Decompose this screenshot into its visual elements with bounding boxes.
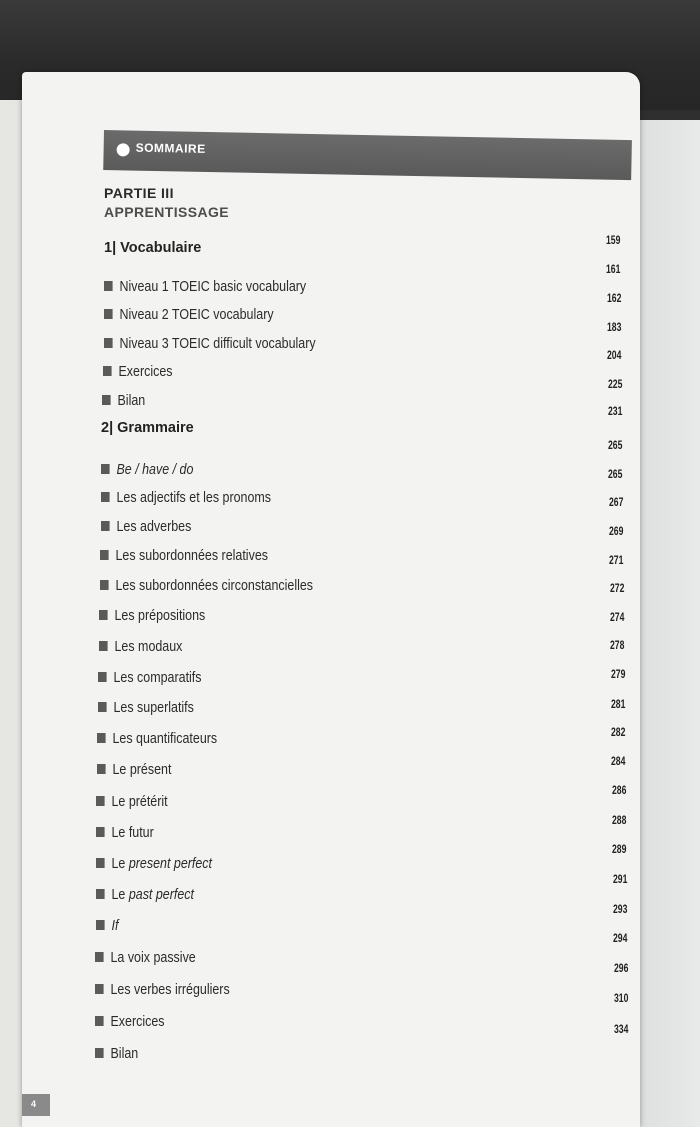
page-number: 162 [607,291,622,305]
square-bullet-icon [103,366,112,376]
square-bullet-icon [100,550,109,560]
entry-label: Les subordonnées circonstancielles [115,578,314,594]
page-number: 294 [613,931,628,945]
toc-entry[interactable] [104,336,316,352]
part-number: PARTIE III [104,185,174,201]
entry-label: Niveau 2 TOEIC vocabulary [119,307,274,323]
toc-entry[interactable] [97,762,171,778]
toc-entry[interactable] [96,856,212,872]
square-bullet-icon [95,1016,104,1026]
page-number: 159 [606,233,621,247]
page-number: 265 [608,438,623,452]
entry-label: Le [111,887,129,903]
chapter-title: 2| Grammaire [101,420,194,436]
page-number: 310 [614,991,629,1005]
toc-entry[interactable] [104,279,306,295]
folio-badge [22,1094,50,1116]
square-bullet-icon [96,796,105,806]
entry-label: Les subordonnées relatives [115,548,268,564]
entry-label: Niveau 1 TOEIC basic vocabulary [119,279,307,295]
entry-label-italic: present perfect [128,856,213,872]
part-name: APPRENTISSAGE [104,204,229,220]
toc-entry[interactable] [102,393,145,409]
entry-label: La voix passive [110,950,196,966]
square-bullet-icon [99,610,108,620]
toc-entry[interactable] [104,307,274,323]
entry-label: Les adverbes [116,519,192,535]
page-number: 183 [607,320,622,334]
entry-label: Les superlatifs [113,700,194,716]
square-bullet-icon [97,764,106,774]
entry-label: Bilan [117,393,146,409]
square-bullet-icon [101,492,110,502]
toc-entry[interactable] [103,364,173,380]
toc-entry[interactable] [97,731,217,747]
toc-entry[interactable] [99,608,205,624]
square-bullet-icon [95,984,104,994]
square-bullet-icon [104,338,113,348]
square-bullet-icon [104,281,113,291]
page-number: 296 [614,961,629,975]
square-bullet-icon [101,521,110,531]
toc-entry[interactable] [95,982,230,998]
square-bullet-icon [101,464,110,474]
toc-entry[interactable] [98,700,194,716]
page-number: 204 [607,348,622,362]
toc-entry[interactable] [99,639,182,655]
square-bullet-icon [95,1048,104,1058]
square-bullet-icon [96,827,105,837]
entry-label: Exercices [118,364,173,380]
square-bullet-icon [104,309,113,319]
toc-entry[interactable] [96,825,154,841]
toc-entry[interactable] [101,519,191,535]
toc-entry[interactable] [100,578,313,594]
page-number: 274 [610,610,625,624]
entry-label: Les comparatifs [113,670,202,686]
entry-label-italic: Be / have / do [116,462,194,478]
square-bullet-icon [96,920,105,930]
square-bullet-icon [97,733,106,743]
square-bullet-icon [98,702,107,712]
toc-entry[interactable] [101,490,271,506]
square-bullet-icon [96,858,105,868]
square-bullet-icon [100,580,109,590]
square-bullet-icon [95,952,104,962]
toc-entry[interactable] [101,462,193,478]
toc-entry[interactable] [96,887,194,903]
page-number: 278 [610,638,625,652]
sommaire-title: SOMMAIRE [135,140,206,156]
page-number: 231 [608,404,623,418]
page-number: 289 [612,842,627,856]
folio-number: 4 [31,1099,37,1109]
page-number: 281 [611,697,626,711]
entry-label: Le futur [111,825,154,841]
chapter-title: 1| Vocabulaire [104,240,202,256]
entry-label: Les verbes irréguliers [110,982,230,998]
entry-label-italic: If [111,918,119,934]
entry-label: Les prépositions [114,608,206,624]
square-bullet-icon [98,672,107,682]
entry-label: Le présent [112,762,172,778]
toc-entry[interactable] [95,1046,138,1062]
entry-label: Bilan [110,1046,139,1062]
page-number: 293 [613,902,628,916]
page-number: 161 [606,262,621,276]
square-bullet-icon [99,641,108,651]
page-number: 267 [609,495,624,509]
page-number: 291 [613,872,628,886]
page-number: 284 [611,754,626,768]
square-bullet-icon [102,395,111,405]
page-number: 286 [612,783,627,797]
toc-entry[interactable] [100,548,268,564]
toc-entry[interactable] [95,950,196,966]
entry-label: Niveau 3 TOEIC difficult vocabulary [119,336,316,352]
entry-label: Les quantificateurs [112,731,218,747]
entry-label: Exercices [110,1014,165,1030]
entry-label: Le prétérit [111,794,168,810]
entry-label: Les adjectifs et les pronoms [116,490,272,506]
page-number: 225 [608,377,623,391]
page-number: 269 [609,524,624,538]
entry-label-italic: past perfect [128,887,194,903]
toc-entry[interactable] [96,794,168,810]
toc-entry[interactable] [96,918,118,934]
entry-label: Le [111,856,129,872]
entry-label: Les modaux [114,639,183,655]
page-number: 288 [612,813,627,827]
page-number: 272 [610,581,625,595]
page-number: 265 [608,467,623,481]
square-bullet-icon [96,889,105,899]
page-number: 279 [611,667,626,681]
toc-entry[interactable] [98,670,202,686]
page-number: 282 [611,725,626,739]
page-number: 334 [614,1022,629,1036]
toc-entry[interactable] [95,1014,165,1030]
page-number: 271 [609,553,624,567]
